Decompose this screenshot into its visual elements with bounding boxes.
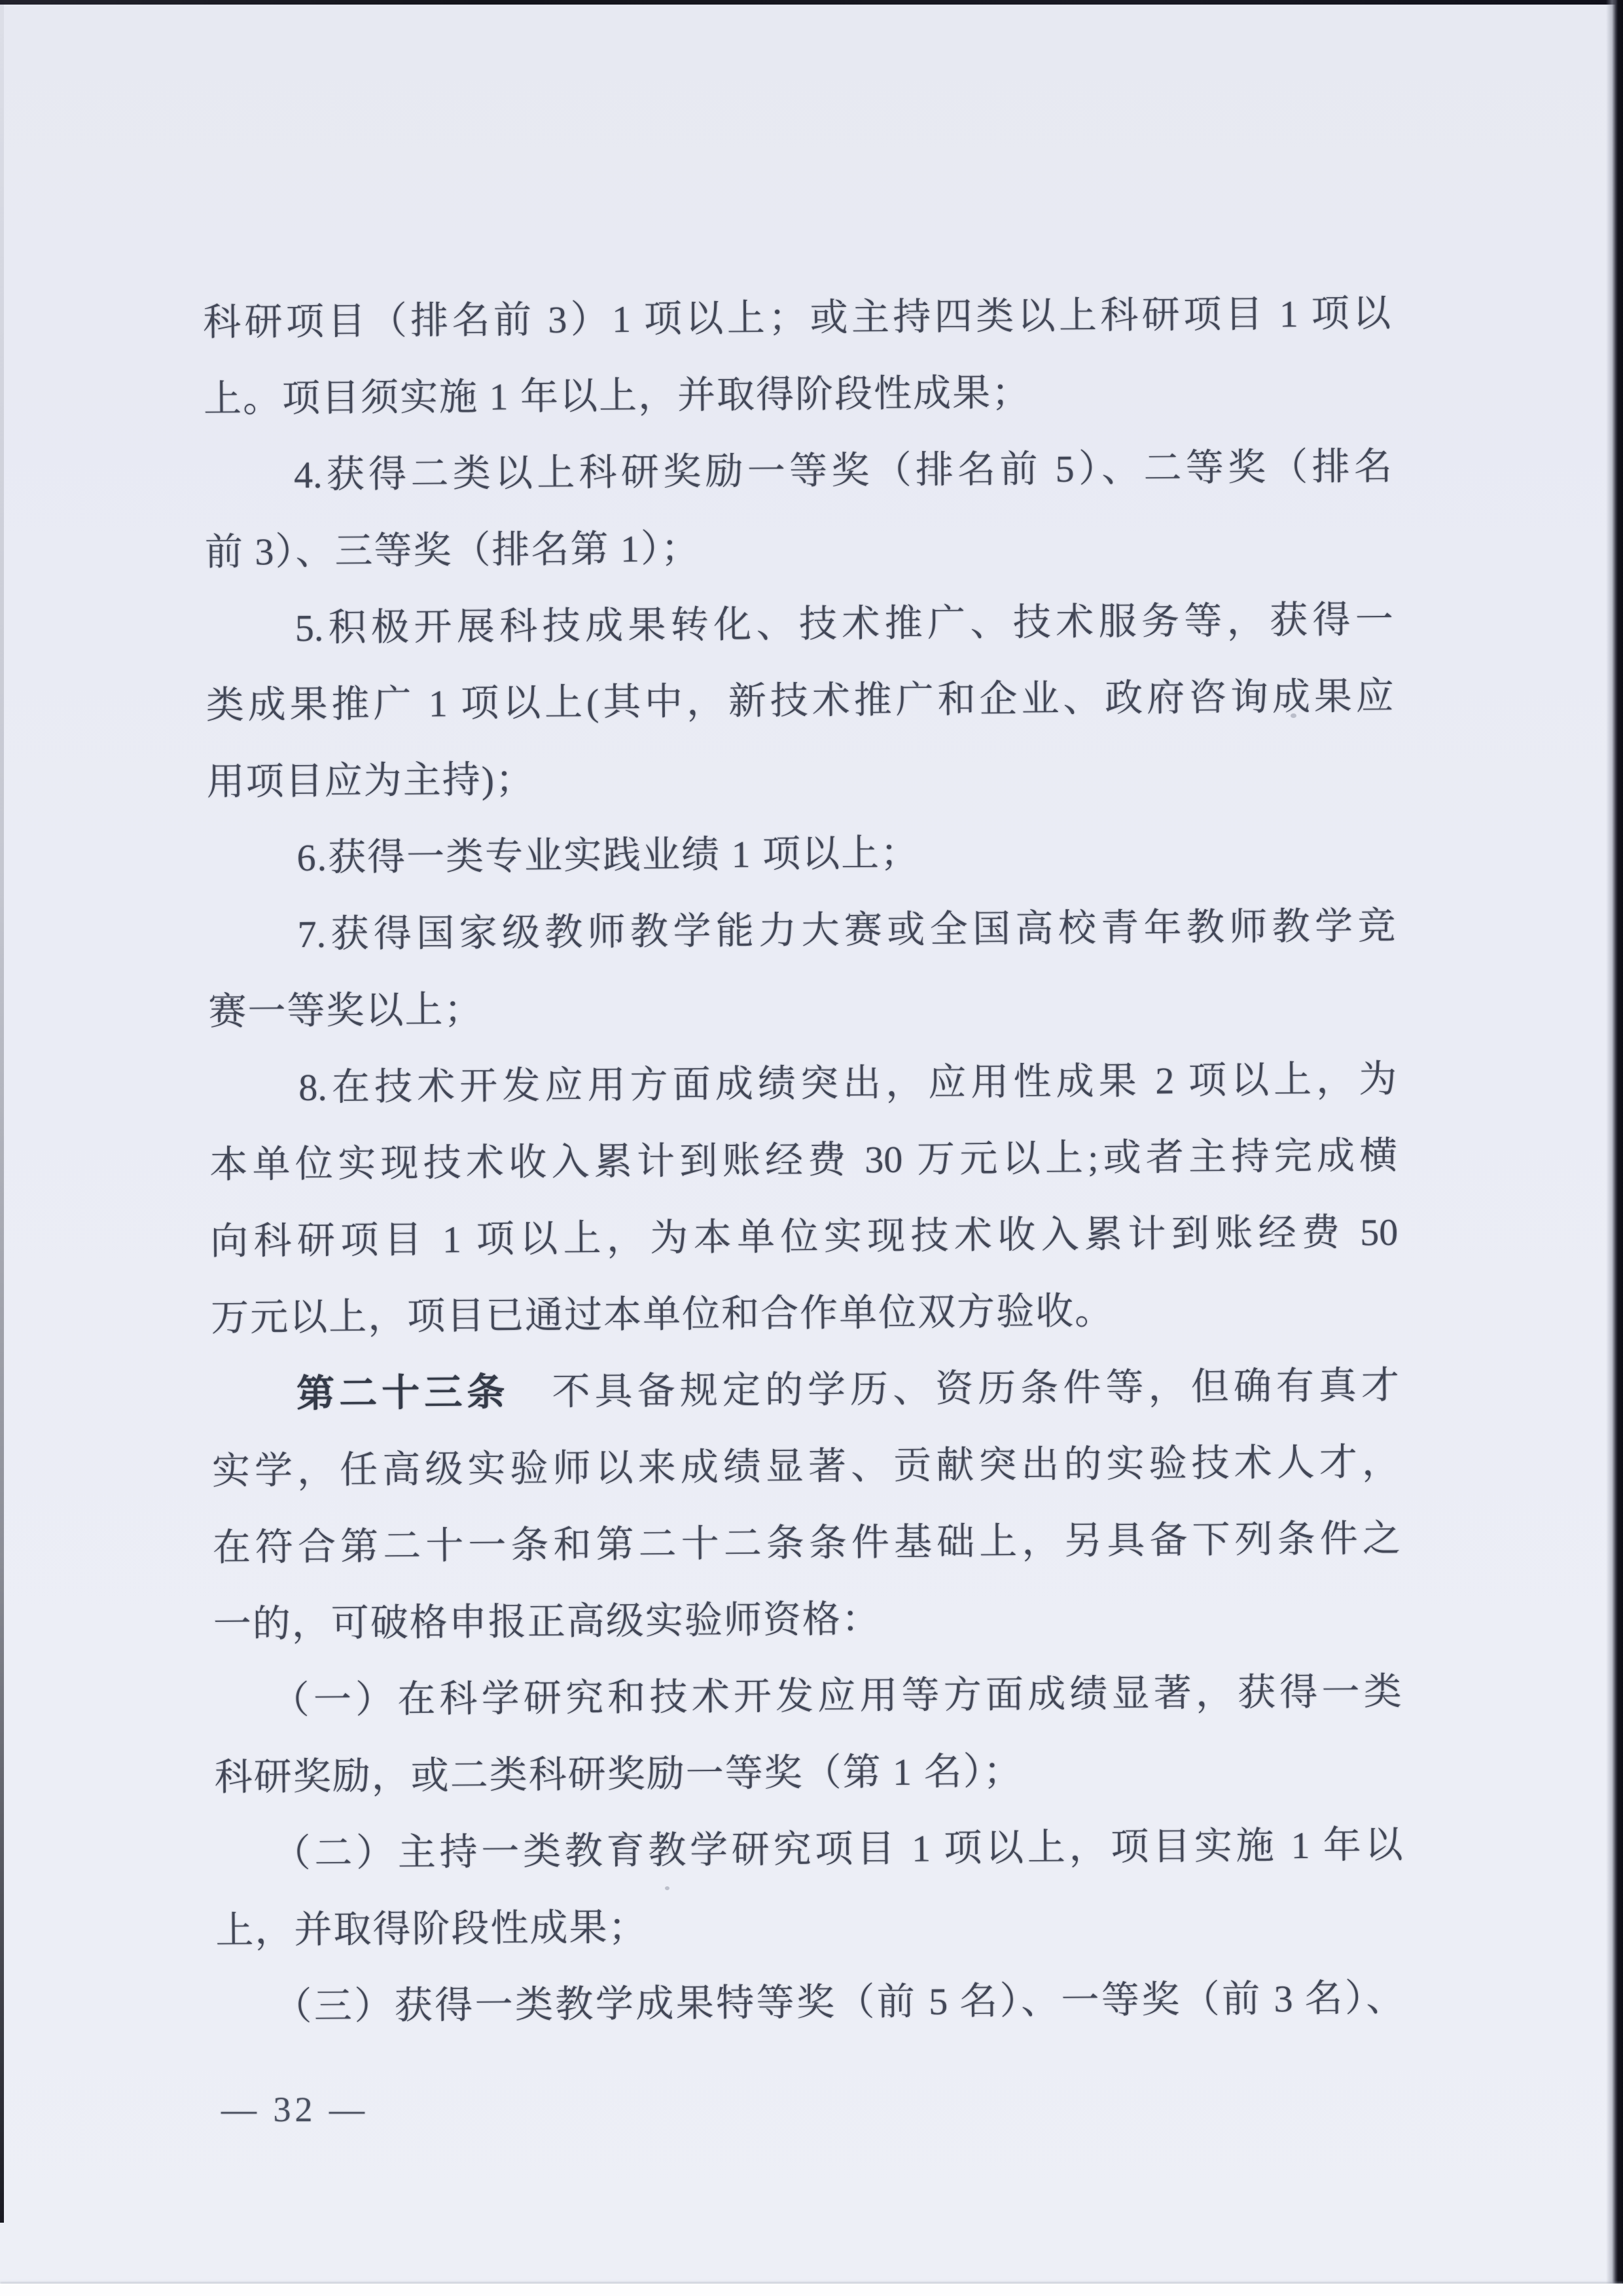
text-segment: （一）在科学研究和技术开发应用等方面成绩显著，获得一类 [271,1670,1402,1722]
text-segment: 实学，任高级实验师以来成绩显著、贡献突出的实验技术人才， [211,1440,1400,1493]
text-line [209,1117,1398,1203]
text-line [206,734,1395,820]
scan-speck [665,1886,669,1890]
article-number-bold: 第二十三条 [296,1371,510,1416]
text-line [211,1270,1399,1356]
text-line [210,1194,1399,1280]
text-line [212,1424,1400,1509]
text-segment: 用项目应为主持)； [206,758,535,804]
text-line [205,581,1393,667]
text-line [208,964,1397,1050]
document-text-block [203,275,1404,2045]
text-segment: 赛一等奖以上； [208,988,484,1033]
text-segment: 科研奖励，或二类科研奖励一等奖（第 1 名）； [214,1749,1023,1799]
scan-bottom-strip [0,2284,1623,2296]
text-line [207,811,1395,897]
scan-edge-right [1606,0,1623,2284]
text-line [203,275,1391,361]
scan-speck [1291,713,1296,718]
text-segment: （三）获得一类教学成果特等奖（前 5 名）、一等奖（前 3 名）、 [274,1976,1404,2028]
text-segment: 6.获得一类专业实践业绩 1 项以上； [296,831,920,880]
text-line [207,888,1396,973]
text-segment: 5.积极开展科技成果转化、技术推广、技术服务等，获得一 [294,598,1394,650]
text-line [214,1730,1402,1816]
text-segment: 类成果推广 1 项以上(其中，新技术推广和企业、政府咨询成果应 [205,674,1395,727]
text-line [204,428,1393,514]
page-number: — 32 — [221,2090,368,2129]
text-segment: （二）主持一类教育教学研究项目 1 项以上，项目实施 1 年以 [272,1823,1403,1875]
text-line [215,1806,1403,1892]
text-segment: 8.在技术开发应用方面成绩突出，应用性成果 2 项以上，为 [298,1057,1397,1109]
text-segment: 一的，可破格申报正高级实验师资格： [213,1598,882,1646]
scan-edge-top [0,0,1623,5]
text-line [213,1653,1402,1739]
text-line [212,1500,1400,1586]
text-line [205,505,1393,590]
text-segment: 万元以上，项目已通过本单位和合作单位双方验收。 [210,1289,1115,1340]
text-line [204,351,1392,437]
text-segment: 向科研项目 1 项以上，为本单位实现技术收入累计到账经费 50 [209,1210,1399,1263]
text-segment: 本单位实现技术收入累计到账经费 30 万元以上;或者主持完成横 [209,1134,1398,1187]
text-segment: 在符合第二十一条和第二十二条条件基础上，另具备下列条件之 [212,1516,1401,1570]
text-line [211,1347,1400,1433]
text-segment: 7.获得国家级教师教学能力大赛或全国高校青年教师教学竞 [297,904,1396,956]
text-segment: 4.获得二类以上科研奖励一等奖（排名前 5）、二等奖（排名 [293,444,1393,497]
text-segment: 上，并取得阶段性成果； [215,1905,648,1952]
text-segment: 不具备规定的学历、资历条件等，但确有真才 [509,1363,1400,1414]
text-line [205,658,1394,744]
text-segment: 上。项目须实施 1 年以上，并取得阶段性成果； [203,371,1031,421]
text-line [213,1577,1401,1662]
scan-edge-left [0,0,4,2223]
text-segment: 前 3）、三等奖（排名第 1）； [204,527,701,574]
text-line [215,1883,1404,1969]
text-segment: 科研项目（排名前 3）1 项以上；或主持四类以上科研项目 1 项以 [202,291,1391,344]
text-line [216,1960,1404,2045]
text-line [209,1041,1397,1126]
